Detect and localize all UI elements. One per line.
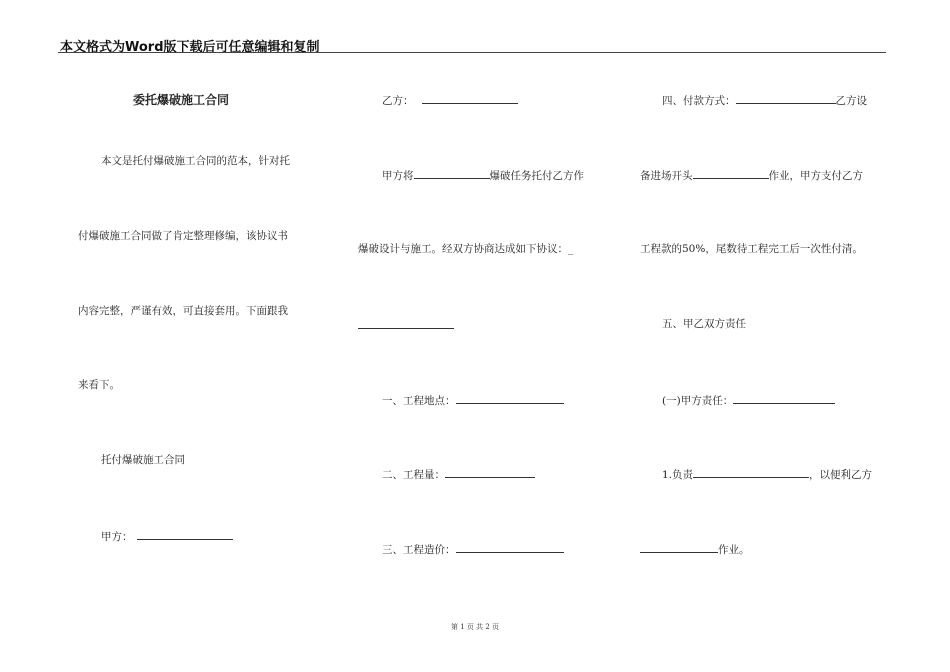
entrust-label-b: 爆破任务托付乙方作 [489, 170, 584, 182]
equipment-blank [693, 167, 769, 179]
responsibility-one-label-c: 作业。 [718, 544, 750, 556]
party-a-responsibility-label: (一)甲方责任： [662, 395, 734, 407]
agreement-line: 爆破设计与施工。经双方协商达成如下协议：_ [358, 243, 574, 255]
item-quantity-line [382, 466, 535, 482]
agreement-continuation [358, 317, 454, 333]
document-title: 委托爆破施工合同 [133, 93, 230, 107]
item-quantity-blank [445, 466, 535, 478]
item-location-label: 一、工程地点： [382, 395, 456, 407]
payment-label: 四、付款方式： [662, 95, 736, 107]
header-divider [58, 52, 886, 53]
party-a-responsibility-blank [733, 392, 835, 404]
entrust-label-a: 甲方将 [382, 170, 414, 182]
intro-line-1: 本文是托付爆破施工合同的范本，针对托 [101, 155, 290, 167]
item-cost-line [382, 541, 564, 557]
item-location-blank [456, 392, 564, 404]
payment-blank [736, 92, 836, 104]
responsibility-one-blank [693, 466, 809, 478]
entrust-line [382, 167, 584, 183]
party-b-blank [422, 92, 518, 104]
responsibility-one-label-b: ，以便利乙方 [809, 469, 873, 481]
party-b-line [382, 92, 518, 108]
payment-terms-line: 工程款的50%，尾数待工程完工后一次性付清。 [640, 243, 863, 255]
item-location-line [382, 392, 564, 408]
responsibility-one-continuation [640, 541, 750, 557]
party-b-label: 乙方： [382, 95, 414, 107]
equipment-label-a: 备进场开头 [640, 170, 693, 182]
item-cost-label: 三、工程造价： [382, 544, 456, 556]
responsibility-one-blank-2 [640, 541, 718, 553]
payment-line [662, 92, 867, 108]
equipment-line [640, 167, 863, 183]
section-five-heading: 五、甲乙双方责任 [662, 318, 746, 330]
intro-line-3: 内容完整，严谨有效，可直接套用。下面跟我 [78, 305, 288, 317]
payment-label-b: 乙方设 [835, 95, 867, 107]
party-a-line [101, 528, 233, 544]
intro-line-4: 来看下。 [78, 379, 120, 391]
contract-subtitle: 托付爆破施工合同 [101, 454, 185, 466]
page-number: 第 1 页 共 2 页 [450, 623, 500, 631]
document-header: 本文格式为Word版下载后可任意编辑和复制 [60, 40, 320, 55]
intro-line-2: 付爆破施工合同做了肯定整理修编，该协议书 [78, 230, 288, 242]
entrust-blank [414, 167, 490, 179]
responsibility-one-label: 1.负责 [662, 469, 694, 481]
responsibility-one-line [662, 466, 872, 482]
party-a-blank [137, 528, 233, 540]
item-cost-blank [456, 541, 564, 553]
item-quantity-label: 二、工程量： [382, 469, 445, 481]
party-a-label: 甲方： [101, 531, 133, 543]
party-a-responsibility-line [662, 392, 835, 408]
equipment-label-b: 作业，甲方支付乙方 [768, 170, 863, 182]
agreement-blank [358, 317, 454, 329]
